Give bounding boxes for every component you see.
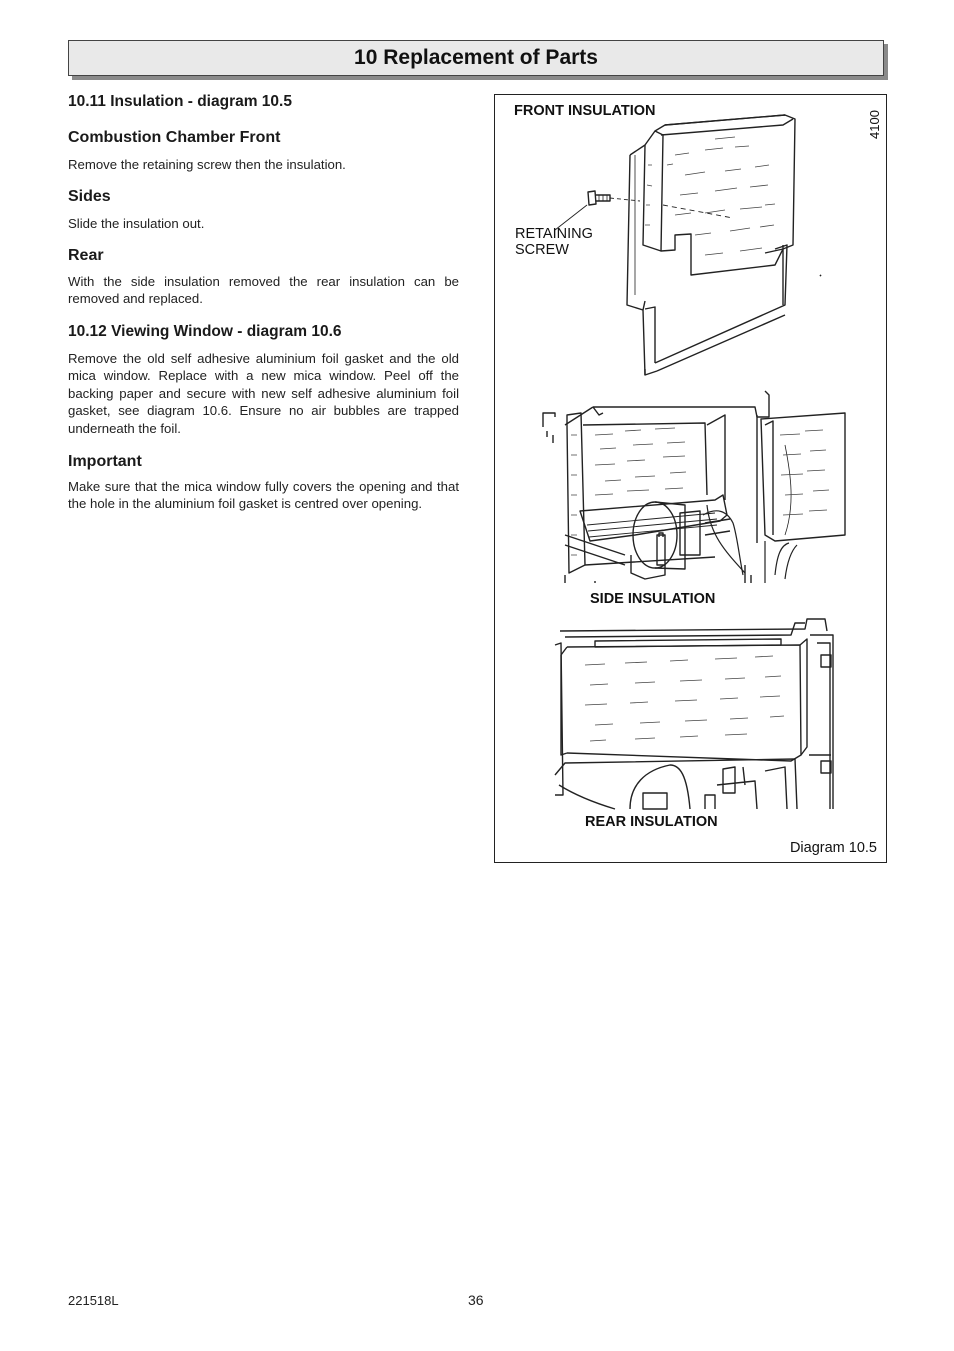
page-title: 10 Replacement of Parts [354,46,598,69]
document-code: 221518L [68,1293,119,1308]
retaining-screw-label-line2: SCREW [515,242,569,258]
page-number: 36 [468,1292,484,1308]
diagram-10-5 [494,94,887,863]
section-title-bar [68,40,884,76]
diagram-caption: Diagram 10.5 [789,840,877,856]
window-text: Remove the old self adhesive aluminium foil gasket and the old mica window. Replace with a new mica window. Peel off the backing paper and secure with new self adhesive aluminium foil gasket, see diagram 10.6. Ensure no air bubbles are trapped underneath the foil. [68,351,459,436]
front-text: Remove the retaining screw then the insulation. [68,157,346,172]
important-text: Make sure that the mica window fully covers the opening and that the hole in the aluminium foil gasket is centred over opening. [68,479,459,512]
insulation-heading: 10.11 Insulation - diagram 10.5 [68,93,292,110]
retaining-screw-label-line1: RETAINING [515,226,593,242]
sides-text: Slide the insulation out. [68,216,205,231]
window-heading: 10.12 Viewing Window - diagram 10.6 [68,323,342,340]
rear-insulation-drawing [555,619,833,809]
sides-heading: Sides [68,188,111,205]
front-insulation-label: FRONT INSULATION [514,103,656,119]
rear-insulation-label: REAR INSULATION [585,814,718,830]
front-heading: Combustion Chamber Front [68,129,281,146]
important-heading: Important [68,453,142,470]
front-insulation-drawing [555,115,821,375]
diagram-reference-code: 4100 [867,110,882,139]
side-insulation-drawing [543,391,845,583]
insulation-diagram-drawing [495,95,888,864]
rear-text: With the side insulation removed the rear insulation can be removed and replaced. [68,274,459,307]
side-insulation-label: SIDE INSULATION [590,591,716,607]
rear-heading: Rear [68,247,104,264]
